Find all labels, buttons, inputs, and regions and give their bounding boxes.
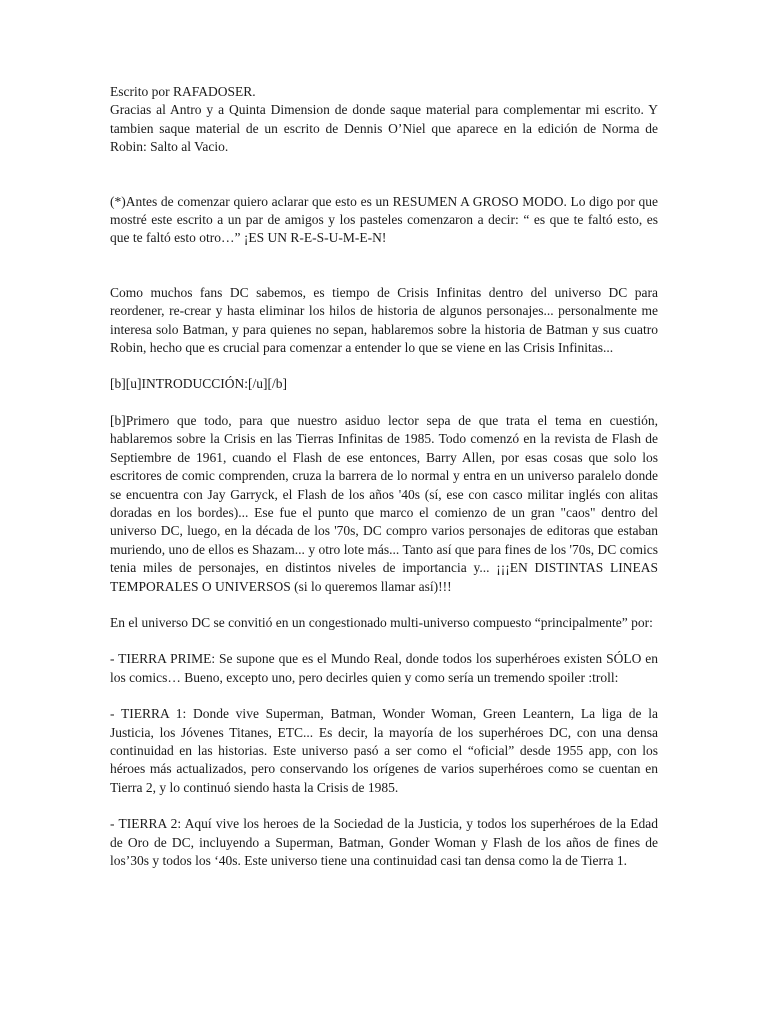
document-page — [110, 83, 658, 870]
intro-body-paragraph: [b]Primero que todo, para que nuestro asiduo lector sepa de que trata el tema en cuestión, hablaremos sobre la Crisis en las Tierras Infinitas de 1985. Todo comenzó en la revista de Flash de Septiembre de 1961, cuando el Flash de ese entonces, Barry Allen, por esas cosas que solo los escritores de comic comprenden, cruza la barrera de lo normal y entra en un universo paralelo donde se encuentra con Jay Garryck, el Flash de los años '40s (sí, ese con casco militar inglés con alitas doradas en los bordes)... Ese fue el punto que marco el comienzo de un gran "caos" dentro del universo DC, luego, en la década de los '70s, DC compro varios personajes de editoras que estaban muriendo, uno de ellos es Shazam... y otro lote más... Tanto así que para fines de los '70s, DC comics tenia miles de personajes, en distintos niveles de importancia y... ¡¡¡EN DISTINTAS LINEAS TEMPORALES O UNIVERSOS (si lo queremos llamar así)!!! — [110, 412, 658, 594]
spacer — [110, 797, 658, 815]
tierra-2-paragraph: - TIERRA 2: Aquí vive los heroes de la Sociedad de la Justicia, y todos los superhéroes de la Edad de Oro de DC, incluyendo a Superman, Batman, Gonder Woman y Flash de los años de fines de los’30s y todos los ‘40s. Este universo tiene una continuidad casi tan densa como la de Tierra 1. — [110, 816, 658, 868]
spacer — [110, 357, 658, 375]
intro-paragraph: Gracias al Antro y a Quinta Dimension de donde saque material para complementar mi escrito. Y tambien saque material de un escrito de Dennis O’Niel que aparece en la edición de Norma de Robin: Salto al Vacio. — [110, 102, 658, 155]
tierra-1-paragraph: - TIERRA 1: Donde vive Superman, Batman, Wonder Woman, Green Leantern, La liga de la Justicia, los Jóvenes Titanes, ETC... Es decir, la mayoría de los superhéroes DC, con una densa continuidad en las historias. Este universo pasó a ser como el “oficial” desde 1955 app, con los héroes más actualizados, pero conservando los orígenes de varios superhéroes como se cuentan en Tierra 2, y lo continuó siendo hasta la Crisis de 1985. — [110, 706, 658, 795]
tierra-prime-paragraph: - TIERRA PRIME: Se supone que es el Mundo Real, donde todos los superhéroes existen SÓLO en los comics… Bueno, excepto uno, pero decirles quien y como sería un tremendo spoiler :troll: — [110, 651, 658, 685]
section-heading: [b][u]INTRODUCCIÓN:[/u][/b] — [110, 376, 287, 392]
spacer — [110, 157, 658, 193]
opening-paragraph: Como muchos fans DC sabemos, es tiempo de Crisis Infinitas dentro del universo DC para reordener, re-crear y hasta eliminar los hilos de historia de algunos personajes... personalmente me interesa solo Batman, y para quienes no sepan, hablaremos sobre la historia de Batman y sus cuatro Robin, hecho que es crucial para comenzar a entender lo que se viene en las Crisis Infinitas... — [110, 284, 658, 356]
spacer — [110, 248, 658, 284]
spacer — [110, 394, 658, 412]
spacer — [110, 596, 658, 614]
spacer — [110, 687, 658, 705]
author-line: Escrito por RAFADOSER. — [110, 84, 256, 99]
disclaimer-paragraph: (*)Antes de comenzar quiero aclarar que esto es un RESUMEN A GROSO MODO. Lo digo por que mostré este escrito a un par de amigos y los pasteles comenzaron a decir: “ es que te faltó esto, es que te faltó esto otro…” ¡ES UN R-E-S-U-M-E-N! — [110, 193, 658, 246]
multiverse-paragraph: En el universo DC se convitió en un congestionado multi-universo compuesto “principalmente” por: — [110, 614, 653, 630]
spacer — [110, 632, 658, 650]
